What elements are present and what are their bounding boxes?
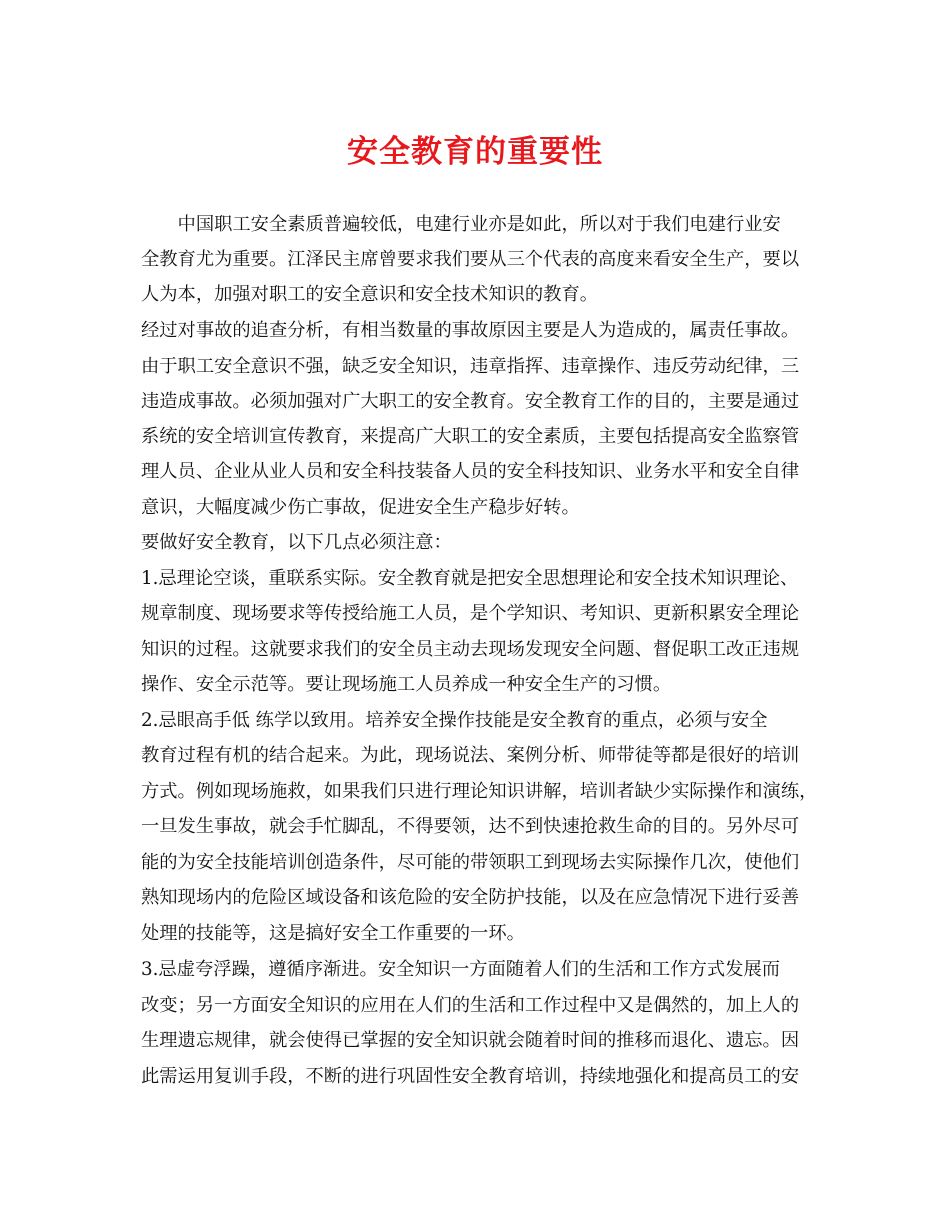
paragraph-line: 能的为安全技能培训创造条件，尽可能的带领职工到现场去实际操作几次，使他们 (141, 852, 800, 873)
paragraph-line: 改变；另一方面安全知识的应用在人们的生活和工作过程中又是偶然的，加上人的 (141, 995, 800, 1016)
paragraph-line: 要做好安全教育，以下几点必须注意： (141, 532, 452, 553)
paragraph-line: 一旦发生事故，就会手忙脚乱，不得要领，达不到快速抢救生命的目的。另外尽可 (141, 816, 800, 837)
paragraph-line: 处理的技能等，这是搞好安全工作重要的一环。 (141, 923, 525, 944)
paragraph-line: 理人员、企业从业人员和安全科技装备人员的安全科技知识、业务水平和安全自律 (141, 461, 800, 482)
paragraph-line: 由于职工安全意识不强，缺乏安全知识，违章指挥、违章操作、违反劳动纪律，三 (141, 356, 800, 377)
paragraph-line: 意识，大幅度减少伤亡事故，促进安全生产稳步好转。 (141, 497, 580, 518)
paragraph-line: 人为本，加强对职工的安全意识和安全技术知识的教育。 (141, 284, 599, 305)
paragraph-line: 方式。例如现场施救，如果我们只进行理论知识讲解，培训者缺少实际操作和演练， (141, 781, 818, 802)
paragraph-line: 3.忌虚夸浮躁，遵循序渐进。安全知识一方面随着人们的生活和工作方式发展而 (141, 959, 781, 980)
paragraph-line: 系统的安全培训宣传教育，来提高广大职工的安全素质，主要包括提高安全监察管 (141, 426, 800, 447)
paragraph-line: 违造成事故。必须加强对广大职工的安全教育。安全教育工作的目的，主要是通过 (141, 391, 800, 412)
paragraph-line: 规章制度、现场要求等传授给施工人员，是个学知识、考知识、更新积累安全理论 (141, 603, 800, 624)
page-title: 安全教育的重要性 (347, 134, 603, 170)
paragraph-line: 操作、安全示范等。要让现场施工人员养成一种安全生产的习惯。 (141, 674, 672, 695)
paragraph-line: 经过对事故的追查分析，有相当数量的事故原因主要是人为造成的，属责任事故。 (141, 320, 800, 341)
paragraph-line: 此需运用复训手段，不断的进行巩固性安全教育培训，持续地强化和提高员工的安 (141, 1066, 800, 1087)
paragraph-line: 教育过程有机的结合起来。为此，现场说法、案例分析、师带徒等都是很好的培训 (141, 745, 800, 766)
paragraph-line: 知识的过程。这就要求我们的安全员主动去现场发现安全问题、督促职工改正违规 (141, 639, 800, 660)
paragraph-line: 1.忌理论空谈，重联系实际。安全教育就是把安全思想理论和安全技术知识理论、 (141, 568, 799, 589)
paragraph-line: 2.忌眼高手低 练学以致用。培养安全操作技能是安全教育的重点，必须与安全 (141, 710, 768, 731)
paragraph-line: 中国职工安全素质普遍较低，电建行业亦是如此，所以对于我们电建行业安 (141, 214, 781, 235)
paragraph-line: 熟知现场内的危险区域设备和该危险的安全防护技能，以及在应急情况下进行妥善 (141, 887, 800, 908)
paragraph-line: 生理遗忘规律，就会使得已掌握的安全知识就会随着时间的推移而退化、遗忘。因 (141, 1030, 800, 1051)
paragraph-line: 全教育尤为重要。江泽民主席曾要求我们要从三个代表的高度来看安全生产，要以 (141, 249, 800, 270)
